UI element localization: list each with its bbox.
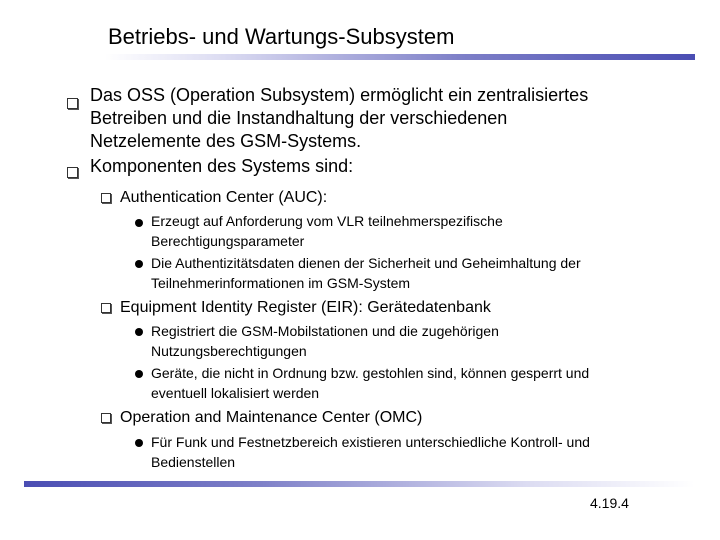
bullet-eir-point-1-line-2: Nutzungsberechtigungen [151, 342, 307, 359]
bullet-oss-line-3: Netzelemente des GSM-Systems. [90, 131, 362, 151]
slide-title: Betriebs- und Wartungs-Subsystem [108, 24, 455, 49]
bullet-eir-point-2-line-2: eventuell lokalisiert werden [151, 384, 320, 401]
filled-circle-bullet-icon [135, 370, 143, 378]
bullet-auc-point-2-line-1: Die Authentizitätsdaten dienen der Sicherheit und Geheimhaltung der [151, 255, 581, 271]
filled-circle-bullet-icon [135, 260, 143, 268]
checkbox-bullet-icon [67, 167, 78, 178]
checkbox-bullet-icon [101, 193, 111, 203]
checkbox-bullet-icon [67, 98, 78, 109]
checkbox-bullet-icon [101, 303, 111, 313]
page-number: 4.19.4 [590, 495, 629, 511]
filled-circle-bullet-icon [135, 328, 143, 336]
bullet-auc-point-1 [151, 212, 503, 251]
filled-circle-bullet-icon [135, 219, 143, 227]
bullet-omc-point-1-line-2: Bedienstellen [151, 453, 236, 470]
bullet-eir-heading: Equipment Identity Register (EIR): Gerätedatenbank [120, 299, 491, 316]
bullet-eir-point-1 [151, 322, 499, 361]
bullet-auc-point-2-line-2: Teilnehmerinformationen im GSM-System [151, 274, 411, 291]
bullet-oss-line-2: Betreiben und die Instandhaltung der verschiedenen [90, 108, 508, 128]
filled-circle-bullet-icon [135, 439, 143, 447]
bullet-components-heading: Komponenten des Systems sind: [90, 156, 354, 176]
bullet-oss-line-1: Das OSS (Operation Subsystem) ermöglicht ein zentralisiertes [90, 85, 589, 105]
bullet-oss [90, 84, 588, 153]
bullet-omc-heading: Operation and Maintenance Center (OMC) [120, 409, 423, 426]
footer-divider-bar [24, 481, 695, 487]
bullet-eir-point-2-line-1: Geräte, die nicht in Ordnung bzw. gestohlen sind, können gesperrt und [151, 365, 590, 381]
bullet-auc-heading: Authentication Center (AUC): [120, 189, 328, 206]
bullet-auc-point-2 [151, 254, 581, 293]
bullet-omc-point-1 [151, 433, 590, 472]
bullet-eir-point-2 [151, 364, 589, 403]
bullet-auc-point-1-line-2: Berechtigungsparameter [151, 232, 305, 249]
checkbox-bullet-icon [101, 413, 111, 423]
bullet-omc-point-1-line-1: Für Funk und Festnetzbereich existieren unterschiedliche Kontroll- und [151, 434, 590, 450]
bullet-eir-point-1-line-1: Registriert die GSM-Mobilstationen und die zugehörigen [151, 323, 499, 339]
bullet-auc-point-1-line-1: Erzeugt auf Anforderung vom VLR teilnehmerspezifische [151, 213, 503, 229]
